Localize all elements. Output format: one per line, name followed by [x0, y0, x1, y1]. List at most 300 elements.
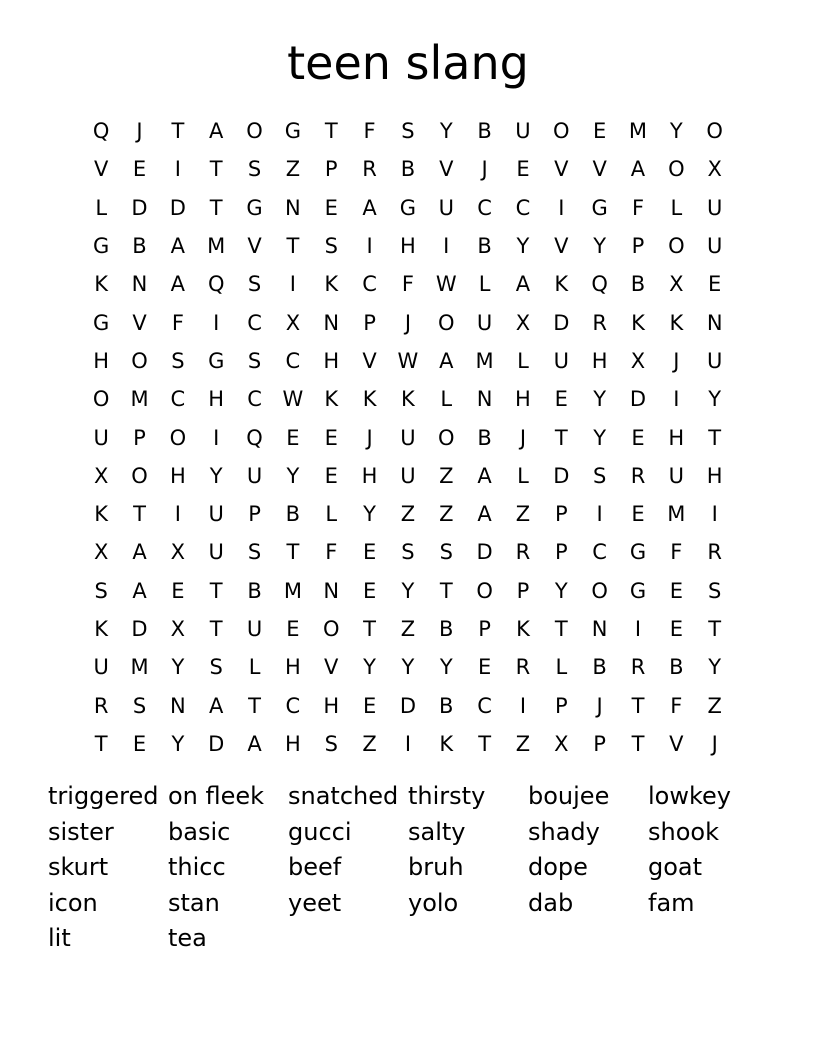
grid-row: [82, 265, 734, 303]
grid-letter: M: [628, 119, 648, 144]
grid-letter: K: [516, 617, 530, 641]
grid-letter: O: [131, 463, 148, 488]
grid-row: [82, 725, 734, 763]
word-list: [48, 779, 768, 957]
grid-letter: W: [397, 348, 419, 373]
grid-row: [82, 150, 734, 188]
word-list-item: on fleek: [168, 782, 265, 810]
grid-letter: H: [284, 731, 301, 756]
grid-letter: R: [630, 463, 646, 488]
grid-letter: U: [706, 234, 723, 259]
grid-letter: O: [169, 425, 187, 450]
grid-letter: D: [131, 195, 148, 220]
grid-letter: U: [476, 310, 493, 335]
grid-letter: Z: [439, 502, 454, 527]
grid-letter: Y: [593, 387, 607, 412]
grid-letter: I: [443, 234, 450, 259]
grid-letter: S: [247, 540, 262, 565]
grid-letter: T: [209, 195, 223, 220]
grid-letter: D: [131, 617, 148, 641]
grid-letter: J: [596, 693, 603, 718]
grid-row: [82, 457, 734, 495]
grid-letter: R: [707, 540, 722, 565]
grid-letter: U: [246, 463, 263, 488]
grid-letter: K: [669, 310, 684, 335]
grid-letter: O: [322, 617, 340, 641]
grid-letter: O: [246, 119, 263, 144]
grid-letter: I: [174, 157, 181, 182]
grid-letter: O: [438, 310, 455, 335]
grid-letter: T: [171, 119, 185, 144]
grid-letter: L: [517, 348, 529, 373]
grid-letter: C: [247, 387, 262, 412]
word-list-item: dab: [528, 888, 574, 917]
grid-letter: P: [554, 540, 568, 565]
grid-letter: B: [477, 234, 492, 259]
grid-letter: Q: [92, 119, 110, 144]
grid-letter: P: [324, 157, 338, 182]
word-list-item: basic: [168, 817, 231, 846]
grid-letter: G: [93, 310, 110, 335]
grid-letter: I: [596, 502, 603, 527]
grid-letter: M: [130, 655, 149, 680]
grid-letter: R: [592, 310, 607, 335]
grid-letter: O: [591, 578, 608, 603]
grid-letter: Y: [171, 731, 185, 756]
grid-letter: U: [93, 425, 109, 450]
grid-letter: P: [516, 578, 530, 603]
grid-letter: X: [554, 731, 569, 756]
grid-letter: O: [706, 119, 723, 144]
grid-letter: U: [400, 425, 416, 450]
word-list-item: lit: [48, 924, 71, 952]
grid-letter: V: [324, 655, 339, 680]
grid-letter: L: [325, 502, 338, 527]
grid-letter: G: [93, 234, 110, 259]
grid-letter: Y: [171, 655, 185, 680]
grid-letter: O: [476, 578, 493, 603]
grid-letter: X: [285, 310, 301, 335]
grid-letter: F: [325, 540, 338, 565]
grid-letter: R: [515, 655, 531, 680]
grid-letter: H: [323, 348, 340, 373]
grid-letter: T: [209, 617, 223, 641]
grid-letter: H: [169, 463, 186, 488]
grid-letter: Y: [669, 119, 683, 144]
word-list-item: triggered: [48, 782, 159, 810]
grid-letter: E: [171, 578, 185, 603]
grid-letter: I: [213, 425, 220, 450]
word-list-item: stan: [168, 888, 220, 917]
grid-letter: V: [362, 348, 377, 373]
grid-letter: Y: [516, 234, 530, 259]
grid-row: [82, 572, 734, 610]
grid-letter: T: [478, 731, 492, 756]
grid-letter: X: [93, 540, 109, 565]
grid-letter: Q: [207, 272, 225, 297]
grid-letter: I: [673, 387, 680, 412]
grid-letter: F: [401, 272, 414, 297]
grid-letter: S: [94, 578, 108, 603]
letter-grid: [82, 112, 734, 763]
grid-letter: T: [324, 119, 338, 144]
word-list-item: yeet: [288, 888, 342, 917]
grid-letter: I: [404, 731, 412, 756]
grid-letter: K: [401, 387, 415, 412]
word-list-item: lowkey: [648, 782, 731, 810]
grid-letter: S: [209, 655, 223, 680]
grid-letter: N: [170, 693, 186, 718]
grid-row: [82, 227, 734, 265]
grid-letter: I: [174, 502, 181, 527]
grid-letter: H: [323, 693, 340, 718]
grid-letter: T: [286, 540, 300, 565]
grid-letter: C: [247, 310, 262, 335]
grid-letter: H: [400, 234, 416, 259]
grid-letter: T: [631, 693, 645, 718]
grid-letter: S: [247, 348, 262, 373]
grid-row: [82, 380, 734, 418]
grid-letter: X: [170, 617, 186, 641]
grid-letter: S: [708, 578, 722, 603]
grid-letter: G: [591, 195, 608, 220]
grid-letter: J: [404, 310, 412, 335]
grid-letter: F: [171, 310, 184, 335]
grid-letter: Z: [400, 617, 416, 641]
grid-letter: I: [366, 234, 373, 259]
grid-letter: N: [706, 310, 723, 335]
grid-letter: M: [667, 502, 686, 527]
grid-letter: E: [516, 157, 530, 182]
grid-letter: P: [554, 693, 568, 718]
grid-letter: N: [131, 272, 148, 297]
grid-letter: S: [439, 540, 453, 565]
grid-letter: N: [323, 578, 340, 603]
grid-letter: T: [248, 693, 261, 718]
grid-letter: E: [631, 425, 645, 450]
grid-letter: J: [366, 425, 373, 450]
grid-letter: E: [631, 502, 645, 527]
grid-letter: B: [132, 234, 147, 259]
grid-row: [82, 189, 734, 227]
grid-letter: P: [248, 502, 261, 527]
grid-letter: L: [670, 195, 683, 220]
grid-letter: U: [668, 463, 685, 488]
grid-letter: B: [592, 655, 607, 680]
grid-letter: Y: [363, 655, 376, 680]
grid-letter: L: [95, 195, 108, 220]
grid-letter: K: [94, 617, 109, 641]
grid-letter: J: [711, 731, 718, 756]
word-list-item: goat: [648, 853, 703, 881]
grid-letter: G: [629, 540, 647, 565]
grid-letter: Y: [401, 655, 415, 680]
grid-letter: D: [169, 195, 186, 220]
grid-letter: S: [401, 119, 415, 144]
grid-letter: P: [554, 502, 568, 527]
grid-letter: T: [363, 617, 376, 641]
grid-letter: E: [477, 655, 492, 680]
grid-letter: L: [248, 655, 261, 680]
grid-letter: I: [213, 310, 220, 335]
word-list-item: gucci: [288, 817, 352, 846]
grid-letter: Z: [400, 502, 416, 527]
grid-letter: A: [170, 272, 186, 297]
grid-letter: A: [362, 195, 377, 220]
word-list-item: boujee: [528, 782, 610, 810]
grid-letter: T: [286, 234, 300, 259]
grid-letter: R: [362, 157, 377, 182]
grid-letter: C: [285, 348, 301, 373]
grid-letter: R: [630, 655, 646, 680]
grid-letter: Z: [285, 157, 301, 182]
grid-letter: U: [515, 119, 531, 144]
word-list-item: shady: [528, 817, 600, 846]
grid-letter: F: [670, 693, 683, 718]
grid-letter: Y: [209, 463, 223, 488]
grid-letter: R: [515, 540, 531, 565]
grid-letter: Z: [439, 463, 454, 488]
grid-letter: P: [133, 425, 146, 450]
grid-letter: T: [209, 157, 223, 182]
grid-letter: Z: [515, 731, 531, 756]
grid-letter: E: [708, 272, 722, 297]
grid-letter: Q: [591, 272, 608, 297]
grid-letter: E: [362, 693, 377, 718]
grid-letter: U: [93, 655, 109, 680]
grid-letter: X: [515, 310, 531, 335]
grid-letter: E: [286, 617, 300, 641]
grid-letter: E: [324, 425, 338, 450]
grid-letter: G: [208, 348, 225, 373]
word-list-item: icon: [48, 888, 98, 917]
page-title: teen slang: [287, 36, 529, 90]
grid-letter: K: [324, 272, 339, 297]
word-list-item: shook: [648, 817, 719, 846]
grid-letter: C: [515, 195, 531, 220]
grid-letter: H: [284, 655, 301, 680]
grid-letter: S: [401, 540, 415, 565]
grid-letter: K: [439, 731, 454, 756]
grid-row: [82, 112, 734, 150]
grid-row: [82, 495, 734, 533]
grid-letter: J: [519, 425, 527, 450]
grid-letter: H: [668, 425, 685, 450]
grid-letter: D: [553, 310, 570, 335]
grid-letter: V: [592, 157, 607, 182]
grid-letter: L: [478, 272, 491, 297]
grid-letter: O: [553, 119, 570, 144]
word-list-item: snatched: [288, 782, 399, 810]
grid-letter: V: [247, 234, 262, 259]
grid-letter: V: [669, 731, 684, 756]
grid-letter: Q: [246, 425, 263, 450]
grid-letter: H: [208, 387, 225, 412]
grid-letter: E: [362, 578, 377, 603]
grid-letter: O: [92, 387, 110, 412]
grid-letter: T: [554, 425, 568, 450]
grid-letter: N: [323, 310, 340, 335]
grid-letter: T: [439, 578, 453, 603]
grid-letter: G: [629, 578, 647, 603]
word-list-item: yolo: [408, 888, 459, 917]
grid-letter: S: [324, 731, 338, 756]
grid-letter: V: [439, 157, 454, 182]
grid-letter: N: [285, 195, 301, 220]
grid-letter: D: [629, 387, 647, 412]
grid-letter: C: [362, 272, 377, 297]
grid-letter: B: [439, 617, 454, 641]
grid-letter: Y: [708, 655, 722, 680]
grid-letter: S: [247, 157, 262, 182]
grid-letter: H: [591, 348, 608, 373]
grid-letter: E: [554, 387, 568, 412]
grid-letter: Y: [401, 578, 415, 603]
grid-letter: J: [136, 119, 143, 144]
grid-letter: N: [476, 387, 493, 412]
grid-letter: E: [669, 617, 683, 641]
grid-letter: A: [515, 272, 531, 297]
grid-letter: B: [630, 272, 646, 297]
grid-letter: X: [93, 463, 109, 488]
grid-letter: I: [558, 195, 565, 220]
grid-row: [82, 686, 734, 724]
grid-letter: R: [93, 693, 109, 718]
word-list-item: salty: [408, 817, 466, 846]
grid-letter: E: [324, 195, 338, 220]
word-list-item: tea: [168, 924, 207, 952]
grid-letter: T: [708, 425, 722, 450]
grid-letter: B: [439, 693, 454, 718]
grid-letter: M: [283, 578, 302, 603]
grid-letter: X: [630, 348, 646, 373]
grid-letter: Y: [593, 234, 607, 259]
grid-letter: K: [554, 272, 569, 297]
grid-letter: B: [247, 578, 262, 603]
word-list-item: beef: [288, 853, 342, 881]
grid-letter: K: [631, 310, 645, 335]
grid-row: [82, 342, 734, 380]
grid-letter: U: [400, 463, 416, 488]
grid-letter: Z: [707, 693, 722, 718]
grid-letter: W: [435, 272, 457, 297]
grid-letter: L: [517, 463, 529, 488]
word-list-item: sister: [48, 817, 114, 846]
word-list-item: thirsty: [408, 782, 486, 810]
grid-letter: G: [246, 195, 263, 220]
grid-letter: V: [554, 157, 569, 182]
grid-letter: W: [282, 387, 304, 412]
grid-letter: D: [476, 540, 493, 565]
grid-letter: H: [706, 463, 723, 488]
word-list-item: dope: [528, 853, 588, 881]
grid-letter: V: [132, 310, 147, 335]
grid-letter: Y: [286, 463, 300, 488]
grid-letter: T: [631, 731, 645, 756]
grid-letter: U: [208, 502, 224, 527]
grid-letter: F: [670, 540, 683, 565]
grid-letter: C: [170, 387, 186, 412]
grid-letter: H: [93, 348, 110, 373]
grid-letter: C: [477, 195, 492, 220]
grid-letter: D: [399, 693, 416, 718]
grid-letter: P: [631, 234, 645, 259]
grid-letter: E: [286, 425, 300, 450]
grid-letter: X: [170, 540, 186, 565]
grid-letter: Z: [515, 502, 531, 527]
grid-letter: K: [94, 502, 109, 527]
grid-letter: V: [554, 234, 569, 259]
grid-letter: P: [593, 731, 606, 756]
grid-letter: H: [515, 387, 531, 412]
grid-letter: Y: [554, 578, 568, 603]
grid-row: [82, 418, 734, 456]
grid-letter: E: [669, 578, 683, 603]
grid-letter: A: [170, 234, 186, 259]
grid-letter: S: [247, 272, 262, 297]
grid-letter: O: [668, 157, 685, 182]
grid-letter: P: [478, 617, 491, 641]
grid-letter: C: [477, 693, 492, 718]
grid-letter: L: [555, 655, 568, 680]
grid-letter: U: [706, 348, 723, 373]
grid-letter: Z: [362, 731, 377, 756]
grid-letter: I: [634, 617, 642, 641]
grid-letter: Y: [593, 425, 607, 450]
grid-letter: C: [592, 540, 607, 565]
grid-letter: A: [132, 540, 147, 565]
grid-letter: T: [554, 617, 568, 641]
grid-letter: S: [592, 463, 607, 488]
grid-letter: T: [133, 502, 146, 527]
grid-letter: X: [669, 272, 684, 297]
grid-letter: K: [324, 387, 339, 412]
grid-letter: A: [132, 578, 147, 603]
grid-letter: F: [363, 119, 376, 144]
grid-letter: B: [477, 119, 492, 144]
grid-letter: S: [171, 348, 185, 373]
grid-letter: S: [132, 693, 147, 718]
grid-letter: D: [208, 731, 225, 756]
grid-letter: U: [208, 540, 224, 565]
grid-letter: L: [440, 387, 453, 412]
word-list-item: fam: [648, 888, 695, 917]
grid-letter: M: [475, 348, 494, 373]
grid-letter: A: [477, 463, 492, 488]
word-list-item: bruh: [408, 853, 464, 881]
grid-letter: D: [553, 463, 570, 488]
grid-letter: E: [132, 157, 147, 182]
grid-letter: T: [209, 578, 223, 603]
word-list-item: thicc: [168, 853, 226, 881]
grid-letter: M: [207, 234, 226, 259]
grid-row: [82, 303, 734, 341]
grid-letter: E: [362, 540, 377, 565]
grid-letter: T: [94, 731, 108, 756]
grid-letter: A: [247, 731, 262, 756]
grid-letter: A: [439, 348, 454, 373]
grid-letter: P: [363, 310, 376, 335]
grid-letter: B: [285, 502, 301, 527]
grid-letter: U: [553, 348, 569, 373]
grid-letter: A: [630, 157, 646, 182]
grid-letter: A: [209, 693, 224, 718]
grid-letter: I: [711, 502, 718, 527]
grid-letter: I: [289, 272, 296, 297]
grid-letter: Y: [439, 655, 453, 680]
grid-letter: B: [477, 425, 492, 450]
grid-letter: U: [706, 195, 723, 220]
